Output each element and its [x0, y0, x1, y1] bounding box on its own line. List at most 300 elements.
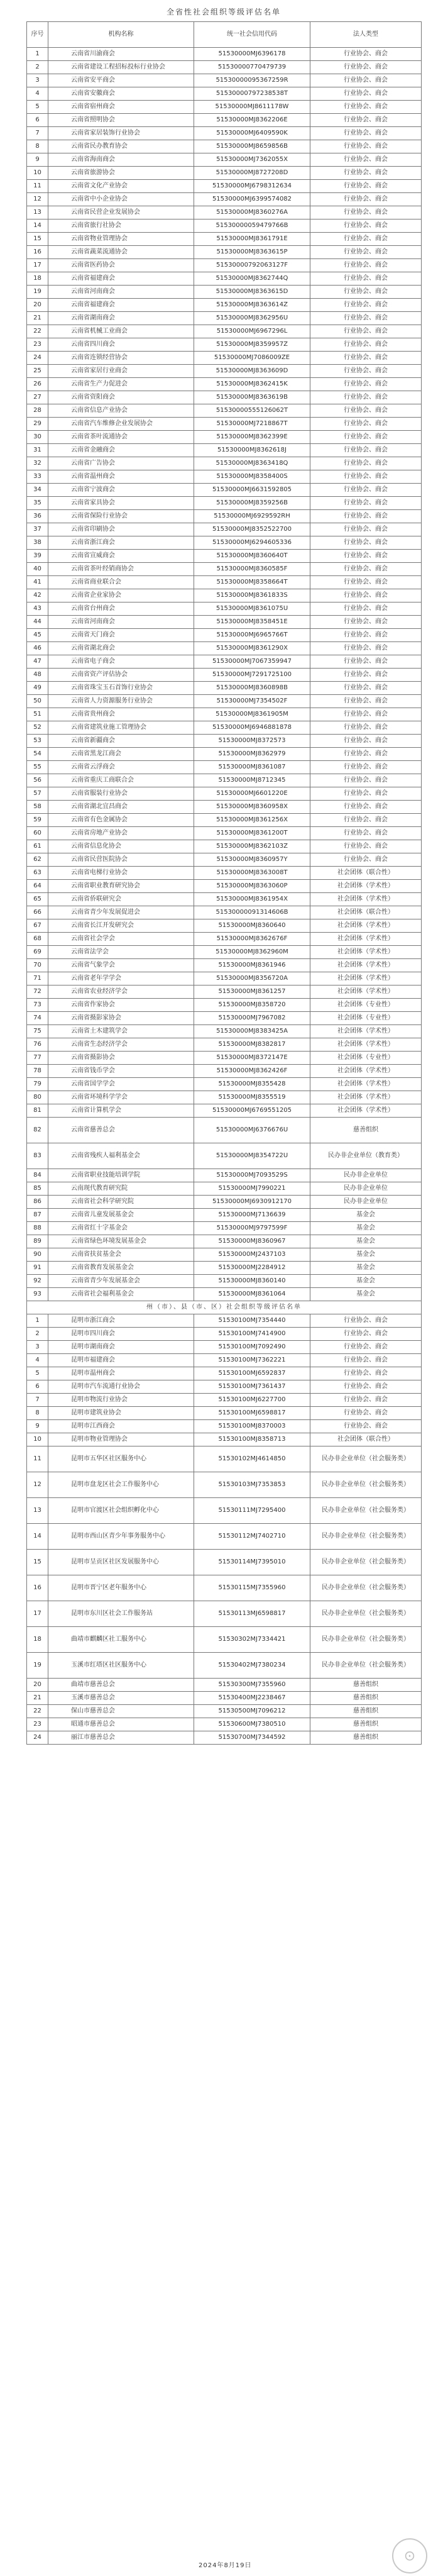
- cell-name: 昆明市浙江商会: [48, 1314, 194, 1328]
- cell-no: 18: [27, 272, 48, 286]
- cell-code: 51530000MJ8360958X: [194, 801, 310, 814]
- cell-code: 51530000MJ7093529S: [194, 1169, 310, 1182]
- cell-type: 社会团体（学术性）: [310, 1091, 422, 1104]
- cell-name: 昆明市温州商会: [48, 1367, 194, 1380]
- cell-code: 51530000MJ8362399E: [194, 431, 310, 444]
- cell-type: 行业协会、商会: [310, 523, 422, 536]
- cell-type: 社会团体（学术性）: [310, 985, 422, 999]
- table-row: [27, 853, 422, 867]
- cell-type: 行业协会、商会: [310, 497, 422, 510]
- cell-name: 云南省福建商会: [48, 299, 194, 312]
- cell-code: 51530000MJ7136639: [194, 1209, 310, 1222]
- table-row: [27, 338, 422, 352]
- table-row: [27, 1692, 422, 1705]
- cell-no: 55: [27, 761, 48, 774]
- cell-type: 行业协会、商会: [310, 629, 422, 642]
- cell-no: 19: [27, 286, 48, 299]
- table-row: [27, 325, 422, 338]
- cell-type: 行业协会、商会: [310, 61, 422, 74]
- table-row: [27, 814, 422, 827]
- cell-no: 72: [27, 985, 48, 999]
- cell-type: 行业协会、商会: [310, 1341, 422, 1354]
- cell-name: 云南省宁波商会: [48, 484, 194, 497]
- cell-name: 云南省福建商会: [48, 272, 194, 286]
- cell-name: 云南省民办教育协会: [48, 140, 194, 153]
- table-header-row: [27, 22, 422, 48]
- table-row: [27, 74, 422, 87]
- table-row: [27, 1601, 422, 1627]
- cell-name: 云南省企业家协会: [48, 589, 194, 602]
- cell-name: 云南省青少年发展促进会: [48, 906, 194, 919]
- cell-name: 云南省保险行业协会: [48, 510, 194, 523]
- cell-name: 云南省电梯行业协会: [48, 867, 194, 880]
- cell-type: 行业协会、商会: [310, 391, 422, 404]
- cell-no: 78: [27, 1065, 48, 1078]
- cell-code: 51530000MJ6396178: [194, 48, 310, 61]
- cell-type: 行业协会、商会: [310, 114, 422, 127]
- table-row: [27, 259, 422, 272]
- cell-name: 昭通市慈善总会: [48, 1718, 194, 1731]
- cell-name: 云南省重庆工商联合会: [48, 774, 194, 787]
- cell-code: 51530400MJ2238467: [194, 1692, 310, 1705]
- cell-no: 12: [27, 1472, 48, 1498]
- cell-name: 曲靖市慈善总会: [48, 1679, 194, 1692]
- cell-no: 93: [27, 1288, 48, 1301]
- table-row: [27, 840, 422, 853]
- cell-type: 社会团体（学术性）: [310, 959, 422, 972]
- cell-no: 16: [27, 246, 48, 259]
- cell-code: 51530000797238538T: [194, 87, 310, 101]
- table-row: [27, 1718, 422, 1731]
- cell-no: 48: [27, 669, 48, 682]
- cell-type: 民办非企业单位（社会服务类）: [310, 1524, 422, 1550]
- cell-name: 云南省蔬菜流通协会: [48, 246, 194, 259]
- table-row: [27, 669, 422, 682]
- cell-name: 云南省服装行业协会: [48, 787, 194, 801]
- table-row: [27, 1104, 422, 1118]
- cell-type: 行业协会、商会: [310, 444, 422, 457]
- cell-no: 28: [27, 404, 48, 418]
- cell-name: 昆明市官渡区社会组织孵化中心: [48, 1498, 194, 1524]
- cell-type: 行业协会、商会: [310, 418, 422, 431]
- cell-code: 51530000MJ8359957Z: [194, 338, 310, 352]
- table-row: [27, 312, 422, 325]
- cell-name: 昆明市呈贡区社区发展服务中心: [48, 1550, 194, 1575]
- cell-name: 云南省农业经济学会: [48, 985, 194, 999]
- cell-no: 15: [27, 233, 48, 246]
- cell-type: 基金会: [310, 1275, 422, 1288]
- cell-no: 61: [27, 840, 48, 853]
- cell-name: 云南省民营企业发展协会: [48, 206, 194, 219]
- cell-type: 行业协会、商会: [310, 721, 422, 735]
- cell-no: 90: [27, 1248, 48, 1262]
- cell-name: 云南省医药协会: [48, 259, 194, 272]
- cell-type: 行业协会、商会: [310, 1354, 422, 1367]
- table-row: [27, 457, 422, 470]
- table-row: [27, 140, 422, 153]
- cell-type: 行业协会、商会: [310, 312, 422, 325]
- cell-type: 民办非企业单位: [310, 1196, 422, 1209]
- cell-code: 51530000MJ8361075U: [194, 602, 310, 616]
- cell-no: 23: [27, 338, 48, 352]
- cell-code: 51530000MJ8361290X: [194, 642, 310, 655]
- cell-no: 87: [27, 1209, 48, 1222]
- cell-code: 51530000MJ7967082: [194, 1012, 310, 1025]
- table-row: [27, 1679, 422, 1692]
- cell-code: 51530000MJ8363619B: [194, 391, 310, 404]
- cell-type: 民办非企业单位（社会服务类）: [310, 1498, 422, 1524]
- table-row: [27, 1328, 422, 1341]
- cell-no: 83: [27, 1143, 48, 1169]
- cell-code: 51530000MJ7362055X: [194, 153, 310, 167]
- cell-code: 51530000MJ8712345: [194, 774, 310, 787]
- cell-no: 58: [27, 801, 48, 814]
- cell-name: 云南省教育发展基金会: [48, 1262, 194, 1275]
- cell-name: 云南省湖北商会: [48, 642, 194, 655]
- cell-name: 云南省社会福利基金会: [48, 1288, 194, 1301]
- cell-no: 10: [27, 167, 48, 180]
- cell-code: 51530000MJ6399574082: [194, 193, 310, 206]
- cell-type: 社会团体（学术性）: [310, 946, 422, 959]
- table-row: [27, 893, 422, 906]
- cell-no: 14: [27, 1524, 48, 1550]
- cell-name: 云南省文化产业协会: [48, 180, 194, 193]
- cell-type: 行业协会、商会: [310, 74, 422, 87]
- cell-code: 51530000MJ8358720: [194, 999, 310, 1012]
- cell-code: 51530000MJ6409590K: [194, 127, 310, 140]
- cell-type: 行业协会、商会: [310, 404, 422, 418]
- cell-code: 51530000MJ9797599F: [194, 1222, 310, 1235]
- cell-code: 51530000MJ8361791E: [194, 233, 310, 246]
- cell-no: 60: [27, 827, 48, 840]
- table-row: [27, 246, 422, 259]
- cell-name: 云南省建筑业施工管理协会: [48, 721, 194, 735]
- cell-type: 行业协会、商会: [310, 1407, 422, 1420]
- header-type: 法人类型: [310, 22, 422, 48]
- cell-name: 云南省绿色环境发展基金会: [48, 1235, 194, 1248]
- table-row: [27, 378, 422, 391]
- cell-type: 行业协会、商会: [310, 101, 422, 114]
- cell-name: 云南省家具协会: [48, 497, 194, 510]
- table-row: [27, 708, 422, 721]
- table-row: [27, 1394, 422, 1407]
- cell-code: 51530100MJ6227700: [194, 1394, 310, 1407]
- cell-type: 行业协会、商会: [310, 338, 422, 352]
- cell-code: 51530100MJ7362221: [194, 1354, 310, 1367]
- table-row: [27, 1275, 422, 1288]
- cell-type: 慈善组织: [310, 1705, 422, 1718]
- cell-code: 51530402MJ7380234: [194, 1653, 310, 1679]
- cell-no: 91: [27, 1262, 48, 1275]
- table-row: [27, 761, 422, 774]
- table-row: [27, 1433, 422, 1446]
- cell-no: 21: [27, 312, 48, 325]
- cell-code: 51530000MJ8363614Z: [194, 299, 310, 312]
- cell-type: 社会团体（学术性）: [310, 972, 422, 985]
- header-no: 序号: [27, 22, 48, 48]
- cell-name: 云南省生态经济学会: [48, 1038, 194, 1052]
- cell-no: 1: [27, 1314, 48, 1328]
- cell-name: 云南省扶贫基金会: [48, 1248, 194, 1262]
- cell-code: 51530100MJ7092490: [194, 1341, 310, 1354]
- cell-name: 云南省作家协会: [48, 999, 194, 1012]
- cell-no: 2: [27, 1328, 48, 1341]
- cell-type: 行业协会、商会: [310, 325, 422, 338]
- cell-no: 2: [27, 61, 48, 74]
- cell-type: 行业协会、商会: [310, 272, 422, 286]
- table-row: [27, 1209, 422, 1222]
- cell-name: 云南省红十字基金会: [48, 1222, 194, 1235]
- cell-name: 昆明市建筑业协会: [48, 1407, 194, 1420]
- cell-no: 29: [27, 418, 48, 431]
- table-row: [27, 391, 422, 404]
- cell-type: 慈善组织: [310, 1692, 422, 1705]
- table-row: [27, 352, 422, 365]
- document-date: 2024年8月19日: [199, 2562, 252, 2569]
- table-row: [27, 589, 422, 602]
- cell-no: 62: [27, 853, 48, 867]
- header-name: 机构名称: [48, 22, 194, 48]
- table-row: [27, 470, 422, 484]
- cell-name: 云南省社会科学研究院: [48, 1196, 194, 1209]
- cell-name: 云南省安徽商会: [48, 87, 194, 101]
- cell-no: 64: [27, 880, 48, 893]
- cell-type: 行业协会、商会: [310, 48, 422, 61]
- cell-type: 行业协会、商会: [310, 550, 422, 563]
- cell-no: 36: [27, 510, 48, 523]
- cell-code: 51530100MJ7361437: [194, 1380, 310, 1394]
- cell-name: 云南省汽车维修企业发展协会: [48, 418, 194, 431]
- cell-name: 云南省环境科学学会: [48, 1091, 194, 1104]
- cell-no: 82: [27, 1118, 48, 1143]
- table-row: [27, 1012, 422, 1025]
- cell-name: 云南省旅游协会: [48, 167, 194, 180]
- cell-no: 7: [27, 127, 48, 140]
- cell-code: 51530000MJ8362744Q: [194, 272, 310, 286]
- table-row: [27, 114, 422, 127]
- cell-name: 昆明市江西商会: [48, 1420, 194, 1433]
- cell-code: 51530114MJ7395010: [194, 1550, 310, 1575]
- cell-type: 行业协会、商会: [310, 589, 422, 602]
- table-row: [27, 1262, 422, 1275]
- cell-name: 云南省河南商会: [48, 616, 194, 629]
- cell-no: 89: [27, 1235, 48, 1248]
- table-row: [27, 1078, 422, 1091]
- cell-type: 行业协会、商会: [310, 378, 422, 391]
- cell-type: 行业协会、商会: [310, 853, 422, 867]
- cell-no: 6: [27, 114, 48, 127]
- table-row: [27, 1550, 422, 1575]
- cell-no: 11: [27, 1446, 48, 1472]
- cell-no: 35: [27, 497, 48, 510]
- cell-name: 云南省印刷协会: [48, 523, 194, 536]
- cell-no: 18: [27, 1627, 48, 1653]
- table-row: [27, 1653, 422, 1679]
- cell-no: 57: [27, 787, 48, 801]
- table-row: [27, 523, 422, 536]
- cell-type: 慈善组织: [310, 1118, 422, 1143]
- cell-type: 行业协会、商会: [310, 246, 422, 259]
- cell-no: 9: [27, 153, 48, 167]
- watermark-stamp-icon: ⊙: [392, 2538, 427, 2573]
- table-row: [27, 87, 422, 101]
- cell-type: 基金会: [310, 1248, 422, 1262]
- cell-no: 9: [27, 1420, 48, 1433]
- cell-type: 行业协会、商会: [310, 536, 422, 550]
- cell-type: 民办非企业单位（社会服务类）: [310, 1550, 422, 1575]
- table-row: [27, 1222, 422, 1235]
- cell-name: 云南省生产力促进会: [48, 378, 194, 391]
- cell-type: 民办非企业单位（社会服务类）: [310, 1653, 422, 1679]
- cell-name: 云南省中小企业协会: [48, 193, 194, 206]
- cell-name: 云南省湖南商会: [48, 312, 194, 325]
- cell-name: 云南省黑龙江商会: [48, 748, 194, 761]
- table-row: [27, 127, 422, 140]
- cell-no: 8: [27, 1407, 48, 1420]
- cell-name: 云南省建设工程招标投标行业协会: [48, 61, 194, 74]
- cell-code: 51530000MJ8362960M: [194, 946, 310, 959]
- cell-no: 15: [27, 1550, 48, 1575]
- cell-name: 云南省浙江商会: [48, 536, 194, 550]
- cell-name: 玉溪市红塔区社区服务中心: [48, 1653, 194, 1679]
- cell-code: 51530000MJ8361954X: [194, 893, 310, 906]
- section-header-row: [27, 1301, 422, 1314]
- cell-no: 14: [27, 219, 48, 233]
- cell-type: 社会团体（学术性）: [310, 1065, 422, 1078]
- table-row: [27, 1025, 422, 1038]
- cell-name: 云南省茶叶流通协会: [48, 431, 194, 444]
- cell-type: 社会团体（学术性）: [310, 1038, 422, 1052]
- cell-name: 云南省人力资源服务行业协会: [48, 695, 194, 708]
- cell-no: 49: [27, 682, 48, 695]
- table-row: [27, 629, 422, 642]
- cell-type: 行业协会、商会: [310, 510, 422, 523]
- cell-no: 73: [27, 999, 48, 1012]
- cell-no: 17: [27, 1601, 48, 1627]
- cell-no: 43: [27, 602, 48, 616]
- table-row: [27, 576, 422, 589]
- table-row: [27, 827, 422, 840]
- cell-code: 51530000MJ8359256B: [194, 497, 310, 510]
- table-row: [27, 61, 422, 74]
- cell-code: 51530000MJ7067359947: [194, 655, 310, 669]
- table-row: [27, 1052, 422, 1065]
- table-row: [27, 735, 422, 748]
- table-row: [27, 418, 422, 431]
- cell-name: 云南省湖北宜昌商会: [48, 801, 194, 814]
- cell-name: 云南省资阳商会: [48, 391, 194, 404]
- table-row: [27, 1498, 422, 1524]
- cell-no: 67: [27, 919, 48, 933]
- cell-no: 54: [27, 748, 48, 761]
- cell-no: 22: [27, 325, 48, 338]
- cell-type: 行业协会、商会: [310, 1328, 422, 1341]
- table-row: [27, 1472, 422, 1498]
- cell-code: 51530000MJ8360640: [194, 919, 310, 933]
- cell-type: 行业协会、商会: [310, 127, 422, 140]
- table-row: [27, 985, 422, 999]
- cell-name: 昆明市物流行业协会: [48, 1394, 194, 1407]
- cell-name: 云南省四川商会: [48, 338, 194, 352]
- cell-type: 行业协会、商会: [310, 153, 422, 167]
- cell-type: 民办非企业单位（社会服务类）: [310, 1446, 422, 1472]
- cell-name: 云南省海南商会: [48, 153, 194, 167]
- cell-type: 民办非企业单位: [310, 1182, 422, 1196]
- table-row: [27, 1038, 422, 1052]
- cell-code: 51530000MJ8354722U: [194, 1143, 310, 1169]
- cell-code: 51530000MJ8361833S: [194, 589, 310, 602]
- cell-code: 51530000MJ6798312634: [194, 180, 310, 193]
- cell-type: 行业协会、商会: [310, 352, 422, 365]
- cell-no: 52: [27, 721, 48, 735]
- cell-no: 56: [27, 774, 48, 787]
- cell-no: 74: [27, 1012, 48, 1025]
- cell-no: 24: [27, 352, 48, 365]
- cell-type: 行业协会、商会: [310, 682, 422, 695]
- cell-no: 86: [27, 1196, 48, 1209]
- cell-type: 社会团体（联合性）: [310, 1433, 422, 1446]
- cell-name: 昆明市福建商会: [48, 1354, 194, 1367]
- cell-name: 云南省旅行社协会: [48, 219, 194, 233]
- section-title: 州（市）、县（市、区）社会组织等级评估名单: [27, 1301, 422, 1314]
- cell-name: 玉溪市慈善总会: [48, 1692, 194, 1705]
- cell-no: 50: [27, 695, 48, 708]
- cell-no: 11: [27, 180, 48, 193]
- cell-name: 云南省珠宝玉石首饰行业协会: [48, 682, 194, 695]
- cell-code: 51530100MJ7354440: [194, 1314, 310, 1328]
- cell-name: 昆明市西山区青少年事务服务中心: [48, 1524, 194, 1550]
- cell-name: 云南省职业教育研究协会: [48, 880, 194, 893]
- cell-no: 10: [27, 1433, 48, 1446]
- table-row: [27, 1627, 422, 1653]
- cell-no: 19: [27, 1653, 48, 1679]
- cell-code: 51530000059479766B: [194, 219, 310, 233]
- cell-type: 行业协会、商会: [310, 642, 422, 655]
- cell-type: 社会团体（联合性）: [310, 867, 422, 880]
- cell-type: 行业协会、商会: [310, 167, 422, 180]
- table-row: [27, 272, 422, 286]
- cell-no: 85: [27, 1182, 48, 1196]
- cell-code: 51530000MJ8363615D: [194, 286, 310, 299]
- cell-code: 51530000MJ6769551205: [194, 1104, 310, 1118]
- table-row: [27, 999, 422, 1012]
- table-row: [27, 1407, 422, 1420]
- cell-code: 51530000MJ7218867T: [194, 418, 310, 431]
- cell-code: 51530600MJ7380510: [194, 1718, 310, 1731]
- cell-no: 26: [27, 378, 48, 391]
- cell-name: 昆明市东川区社会工作服务站: [48, 1601, 194, 1627]
- cell-name: 保山市慈善总会: [48, 1705, 194, 1718]
- table-body: [27, 48, 422, 1745]
- cell-no: 81: [27, 1104, 48, 1118]
- cell-type: 慈善组织: [310, 1718, 422, 1731]
- cell-no: 30: [27, 431, 48, 444]
- table-row: [27, 444, 422, 457]
- cell-code: 51530000770479739: [194, 61, 310, 74]
- cell-code: 51530000MJ8363609D: [194, 365, 310, 378]
- cell-type: 社会团体（学术性）: [310, 919, 422, 933]
- cell-type: 基金会: [310, 1262, 422, 1275]
- table-row: [27, 748, 422, 761]
- table-row: [27, 1314, 422, 1328]
- cell-code: 51530000MJ6967296L: [194, 325, 310, 338]
- cell-no: 22: [27, 1705, 48, 1718]
- cell-name: 云南省有色金属协会: [48, 814, 194, 827]
- table-row: [27, 1380, 422, 1394]
- cell-type: 慈善组织: [310, 1679, 422, 1692]
- cell-code: 51530100MJ7414900: [194, 1328, 310, 1341]
- cell-type: 行业协会、商会: [310, 735, 422, 748]
